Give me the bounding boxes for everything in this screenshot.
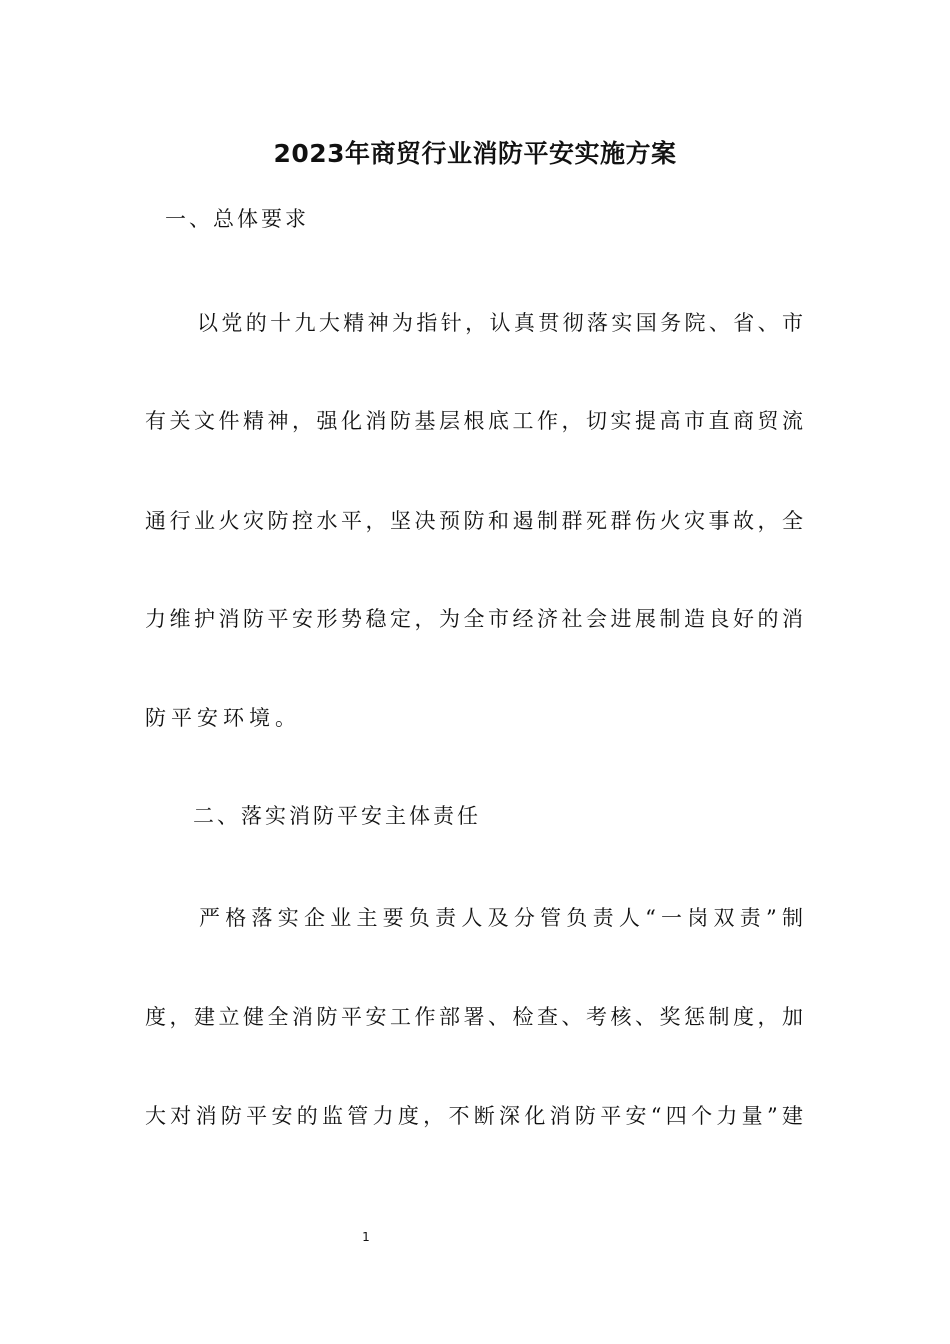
section-1-heading: 一、总体要求 bbox=[165, 207, 309, 231]
section-2-paragraph-line: 大对消防平安的监管力度，不断深化消防平安“四个力量”建 bbox=[145, 1104, 803, 1128]
section-1-paragraph-line: 以党的十九大精神为指针，认真贯彻落实国务院、省、市 bbox=[197, 311, 803, 335]
document-title: 2023年商贸行业消防平安实施方案 bbox=[273, 139, 677, 168]
section-2-heading: 二、落实消防平安主体责任 bbox=[193, 804, 481, 828]
section-1-paragraph-line: 有关文件精神，强化消防基层根底工作，切实提高市直商贸流 bbox=[145, 409, 803, 433]
page-number: 1 bbox=[362, 1230, 370, 1244]
section-1-paragraph-line: 力维护消防平安形势稳定，为全市经济社会进展制造良好的消 bbox=[145, 607, 803, 631]
section-1-paragraph-line: 通行业火灾防控水平，坚决预防和遏制群死群伤火灾事故，全 bbox=[145, 509, 803, 533]
section-1-paragraph-line: 防平安环境。 bbox=[145, 706, 301, 730]
section-2-paragraph-line: 严格落实企业主要负责人及分管负责人“一岗双责”制 bbox=[199, 906, 803, 930]
section-2-paragraph-line: 度，建立健全消防平安工作部署、检查、考核、奖惩制度，加 bbox=[145, 1005, 803, 1029]
